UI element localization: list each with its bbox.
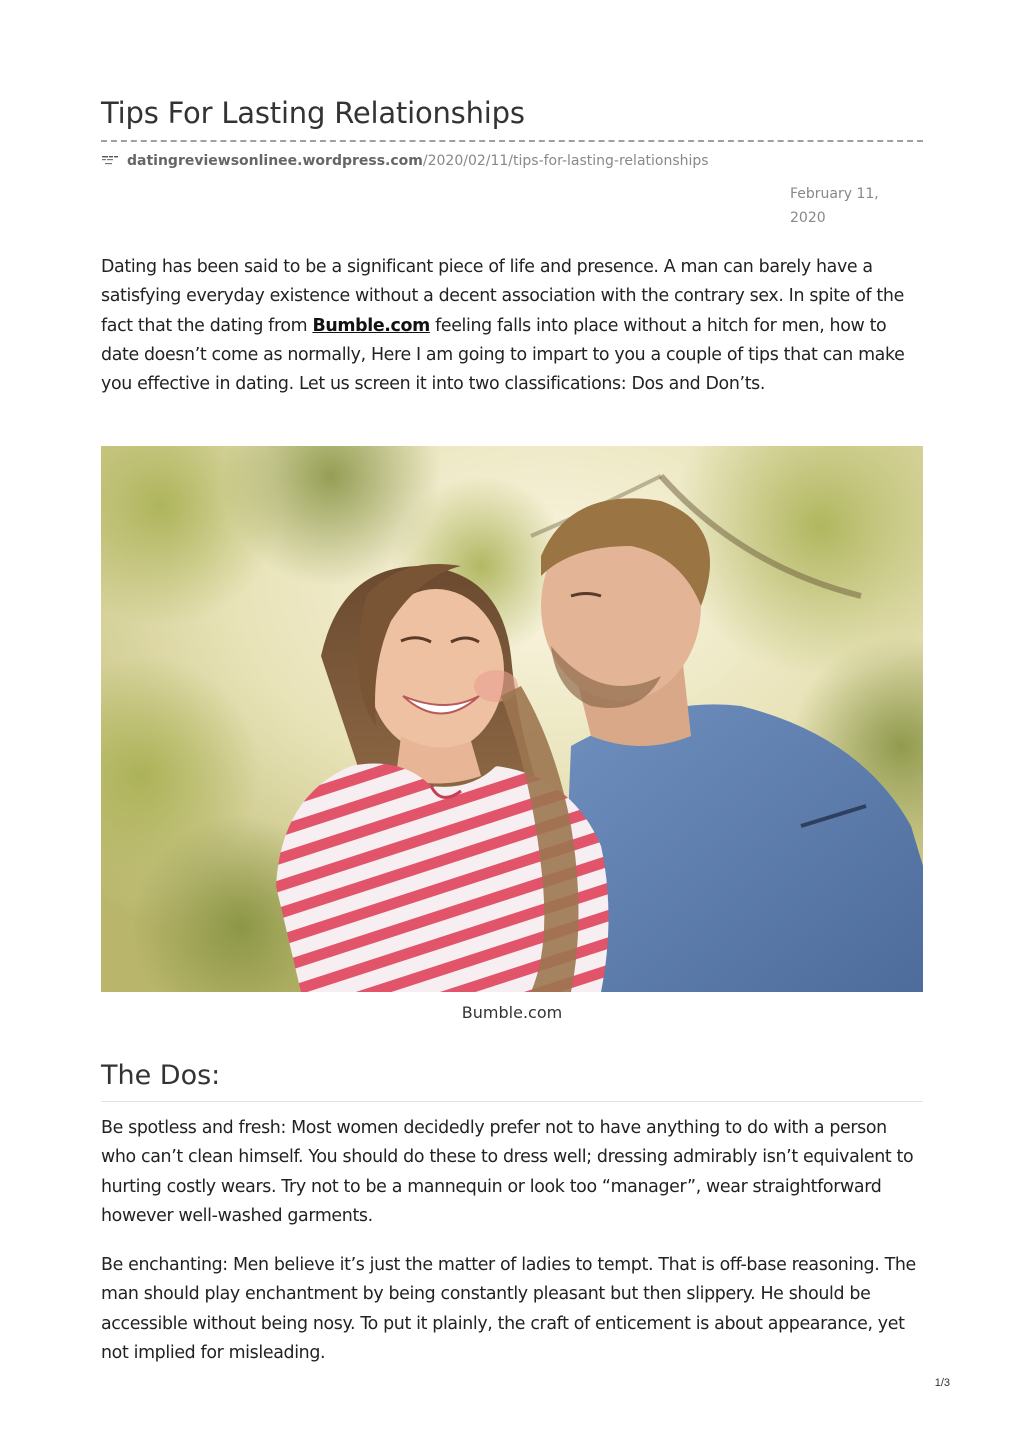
couple-photo: [101, 446, 923, 992]
couple-photo-illustration: [101, 446, 923, 992]
site-favicon-icon: [101, 154, 119, 168]
dos-paragraph-clean: Be spotless and fresh: Most women decidedly prefer not to have anything to do with a person who can’t clean himself. You should do these to dress well; dressing admirably isn’t equivalent to hurting costly wears. Try not to be a mannequin or look too “manager”, wear straightforward however well-washed garments.: [101, 1118, 914, 1226]
intro-text-start: Dating has been said to be a significant piece of life and presence. A man can barely have a satisfying everyday existence without a decent association with the contrary sex. In spite of the fact that the dating from: [101, 257, 904, 336]
photo-caption: Bumble.com: [461, 1003, 563, 1022]
post-date-year: 2020: [790, 210, 826, 226]
source-path[interactable]: /2020/02/11/tips-for-lasting-relationships: [422, 153, 709, 169]
intro-paragraph: [101, 253, 923, 399]
post-date-month-day: February 11,: [790, 186, 879, 202]
dos-heading: The Dos:: [101, 1060, 221, 1091]
dos-divider: [101, 1101, 923, 1102]
article-title: Tips For Lasting Relationships: [101, 96, 525, 130]
bumble-link[interactable]: Bumble.com: [312, 315, 430, 336]
title-divider: [101, 140, 923, 142]
dos-paragraph-charming: Be enchanting: Men believe it’s just the matter of ladies to tempt. That is off-base reasoning. The man should play enchantment by being constantly pleasant but then slippery. He should be accessible without being nosy. To put it plainly, the craft of enticement is about appearance, yet not implied for misleading.: [101, 1255, 916, 1363]
source-domain[interactable]: datingreviewsonlinee.wordpress.com: [127, 153, 423, 169]
source-line: [101, 151, 709, 171]
page-number: 1/3: [934, 1377, 950, 1389]
post-date: [790, 182, 900, 230]
intro-text-end: feeling falls into place without a hitch for men, how to date doesn’t come as normally, Here I am going to impart to you a couple of tips that can make you effective in dating. Let us screen it into two classifications: Dos and Don’ts.: [101, 315, 905, 395]
